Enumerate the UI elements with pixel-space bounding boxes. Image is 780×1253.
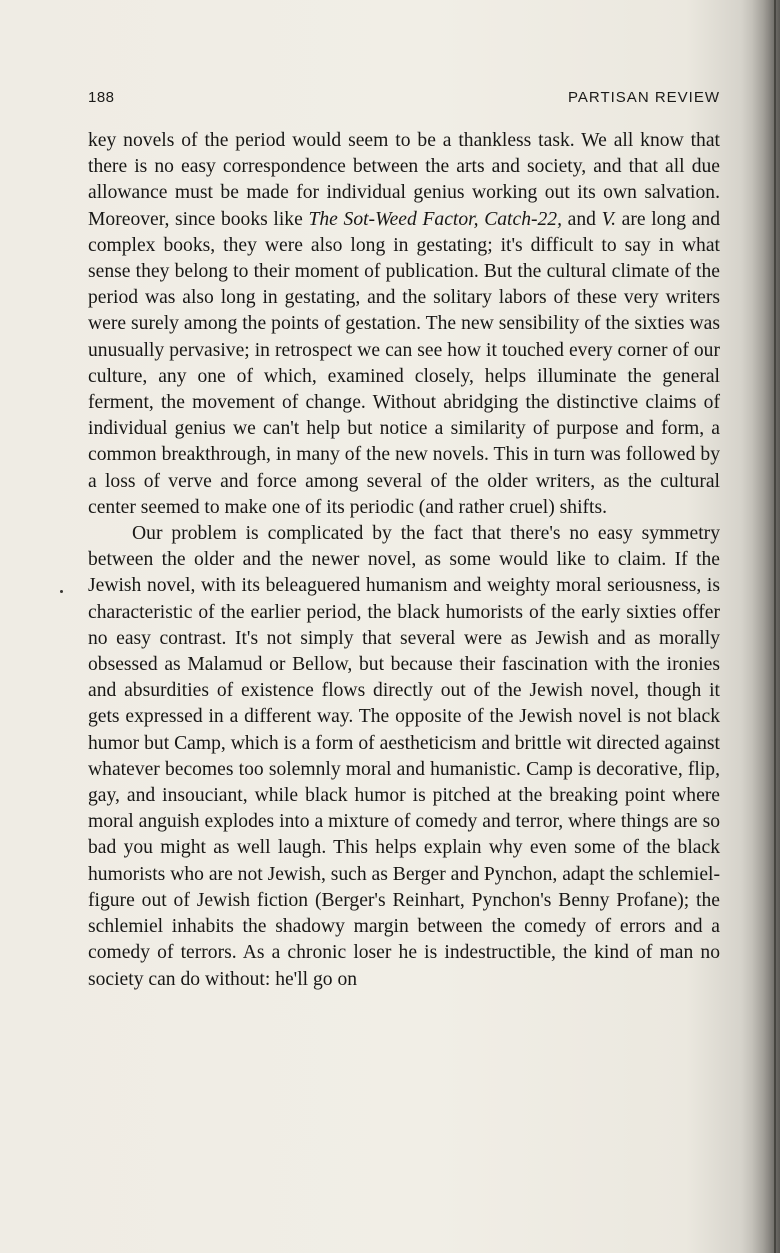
paragraph-1: key novels of the period would seem to be a thankless task. We all know that there is no easy correspondence between the arts and society, and that all due allowance must be made for individual genius working out its own salvation. Moreover, since books like The Sot-Weed Factor, Catch-22, and V. are long and complex books, they were also long in gestating; it's difficult to say in what sense they belong to their moment of publication. But the cultural climate of the period was also long in gestating, and the solitary labors of these very writers were surely among the points of gestation. The new sensibility of the sixties was unusually pervasive; in retrospect we can see how it touched every corner of our culture, any one of which, examined closely, helps illuminate the general ferment, the movement of change. Without abridging the distinctive claims of individual genius we can't help but notice a similarity of purpose and form, a common breakthrough, in many of the new novels. This in turn was followed by a loss of verve and force among several of the older writers, as the cultural center seemed to make one of its periodic (and rather cruel) shifts. — [88, 130, 720, 518]
running-head — [88, 89, 720, 109]
book-title: V. — [601, 208, 616, 230]
book-title: Catch-22, — [484, 208, 563, 230]
body-text — [88, 128, 720, 993]
journal-title: PARTISAN REVIEW — [568, 89, 720, 106]
book-title: The Sot-Weed Factor, — [308, 208, 479, 230]
paragraph-2: Our problem is complicated by the fact that there's no easy symmetry between the older and the newer novel, as some would like to claim. If the Jewish novel, with its beleaguered humanism and weighty moral seriousness, is characteristic of the earlier period, the black humorists of the early sixties offer no easy contrast. It's not simply that several were as Jewish and as morally obsessed as Malamud or Bellow, but because their fascination with the ironies and absurdities of existence flows directly out of the Jewish novel, though it gets expressed in a different way. The opposite of the Jewish novel is not black humor but Camp, which is a form of aestheticism and brittle wit directed against whatever becomes too solemnly moral and humanistic. Camp is decorative, flip, gay, and insouciant, while black humor is pitched at the breaking point where moral anguish explodes into a mixture of comedy and terror, where things are so bad you might as well laugh. This helps explain why even some of the black humorists who are not Jewish, such as Berger and Pynchon, adapt the schlemiel-figure out of Jewish fiction (Berger's Reinhart, Pynchon's Benny Profane); the schlemiel inhabits the shadowy margin between the comedy of errors and a comedy of terrors. As a chronic loser he is indestructible, the kind of man no society can do without: he'll go on — [88, 523, 720, 990]
print-speck — [60, 590, 63, 593]
page-number: 188 — [88, 89, 115, 106]
page-edge-line — [774, 0, 776, 1253]
